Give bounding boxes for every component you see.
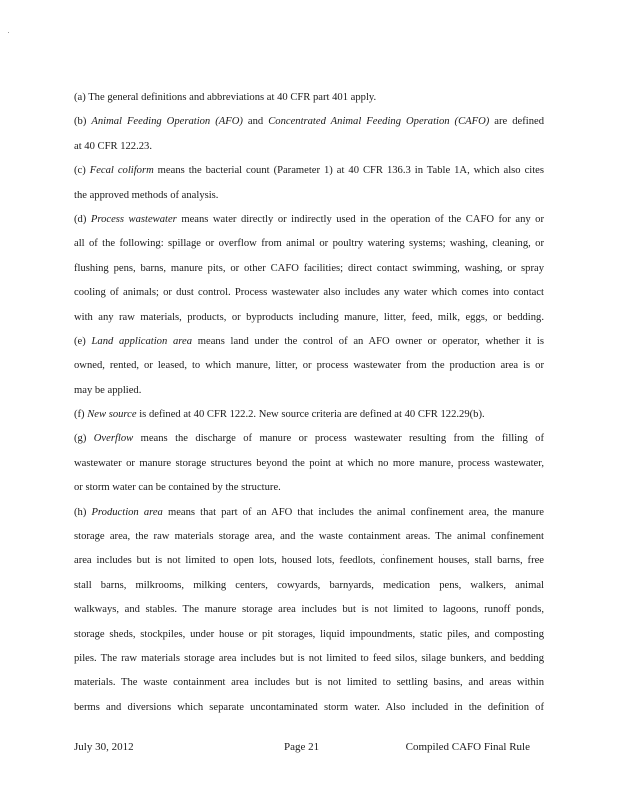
text-run: wastewater or manure storage structures beyond the point at which no more manure, process wastewater,: [74, 457, 544, 469]
text-line: [74, 135, 544, 159]
text-line: [74, 427, 544, 451]
text-run: (d): [74, 213, 91, 225]
text-run: and: [242, 116, 269, 128]
text-line: [74, 671, 544, 695]
text-line: [74, 232, 544, 256]
text-run: owned, rented, or leased, to which manure, litter, or process wastewater from the production area is or: [74, 360, 544, 372]
paragraph: [74, 330, 544, 403]
text-run: (c): [74, 165, 90, 177]
text-line: [74, 184, 544, 208]
text-line: [74, 86, 544, 110]
text-run: piles. The raw materials storage area includes but is not limited to feed silos, silage bunkers, and bedding: [74, 652, 544, 664]
text-line: [74, 549, 544, 573]
text-line: [74, 525, 544, 549]
text-run: (b): [74, 116, 92, 128]
text-line: [74, 647, 544, 671]
text-run: area includes but is not limited to open lots, housed lots, feedlots, confinement houses, stall barns, free: [74, 555, 544, 567]
footer-page-number: Page 21: [284, 741, 320, 753]
text-run: means that part of an AFO that includes the animal confinement area, the manure: [162, 506, 544, 518]
page-footer: [74, 741, 530, 759]
defined-term: Animal Feeding Operation (AFO): [91, 116, 243, 128]
text-line: [74, 379, 544, 403]
text-run: all of the following: spillage or overflow from animal or poultry watering systems; washing, cleaning, or: [74, 238, 544, 250]
body-text: [74, 86, 544, 720]
footer-document-title: Compiled CAFO Final Rule: [405, 741, 530, 753]
text-run: storage area, the raw materials storage area, and the waste containment areas. The animal confinement: [74, 531, 544, 543]
text-run: (a) The general definitions and abbreviations at 40 CFR part 401 apply.: [74, 92, 377, 103]
paragraph: [74, 427, 544, 500]
text-run: means the discharge of manure or process wastewater resulting from the filling of: [133, 433, 544, 445]
text-line: [74, 330, 544, 354]
paragraph: [74, 208, 544, 330]
text-run: (g): [74, 433, 94, 445]
paragraph: [74, 403, 544, 427]
text-line: [74, 574, 544, 598]
text-line: [74, 623, 544, 647]
text-run: the approved methods of analysis.: [74, 189, 219, 201]
text-line: [74, 403, 544, 427]
text-run: storage sheds, stockpiles, under house or pit storages, liquid impoundments, static piles, and composting: [74, 628, 544, 640]
text-run: materials. The waste containment area includes but is not limited to settling basins, and areas within: [74, 677, 544, 689]
text-line: [74, 281, 544, 305]
text-run: means land under the control of an AFO owner or operator, whether it is: [192, 335, 544, 347]
text-run: cooling of animals; or dust control. Process wastewater also includes any water which comes into contact: [74, 287, 544, 299]
paragraph: [74, 501, 544, 721]
defined-term: Concentrated Animal Feeding Operation (CAFO): [268, 116, 490, 128]
text-run: means water directly or indirectly used in the operation of the CAFO for any or: [176, 213, 544, 225]
defined-term: Overflow: [93, 433, 134, 445]
text-run: at 40 CFR 122.23.: [74, 140, 152, 152]
defined-term: New source: [87, 409, 137, 421]
paragraph: [74, 86, 544, 110]
text-line: [74, 696, 544, 720]
text-run: (e): [74, 335, 92, 347]
text-line: [74, 208, 544, 232]
text-line: [74, 452, 544, 476]
text-line: [74, 354, 544, 378]
text-line: [74, 110, 544, 134]
defined-term: Production area: [91, 506, 163, 518]
defined-term: Land application area: [91, 335, 193, 347]
paragraph: [74, 159, 544, 208]
text-line: [74, 501, 544, 525]
text-line: [74, 598, 544, 622]
text-run: berms and diversions which separate uncontaminated storm water. Also included in the definition of: [74, 701, 544, 713]
text-line: [74, 257, 544, 281]
text-run: is defined at 40 CFR 122.2. New source criteria are defined at 40 CFR 122.29(b).: [136, 409, 485, 421]
defined-term: Process wastewater: [90, 213, 177, 225]
footer-date: July 30, 2012: [74, 741, 134, 753]
text-run: walkways, and stables. The manure storage area includes but is not limited to lagoons, runoff ponds,: [74, 604, 544, 616]
text-run: (f): [74, 409, 88, 421]
text-run: stall barns, milkrooms, milking centers, cowyards, barnyards, medication pens, walkers, animal: [74, 579, 544, 591]
text-run: flushing pens, barns, manure pits, or other CAFO facilities; direct contact swimming, washing, or spray: [74, 262, 544, 274]
text-run: with any raw materials, products, or byproducts including manure, litter, feed, milk, eggs, or bedding.: [74, 311, 544, 323]
text-run: or storm water can be contained by the structure.: [74, 482, 281, 494]
defined-term: Fecal coliform: [89, 165, 154, 177]
text-run: may be applied.: [74, 384, 142, 396]
paragraph: [74, 110, 544, 159]
text-line: [74, 306, 544, 330]
text-line: [74, 476, 544, 500]
text-run: are defined: [489, 116, 544, 128]
scan-speck: [8, 32, 9, 33]
text-run: (h): [74, 506, 92, 518]
text-run: means the bacterial count (Parameter 1) at 40 CFR 136.3 in Table 1A, which also cites: [153, 165, 544, 177]
text-line: [74, 159, 544, 183]
